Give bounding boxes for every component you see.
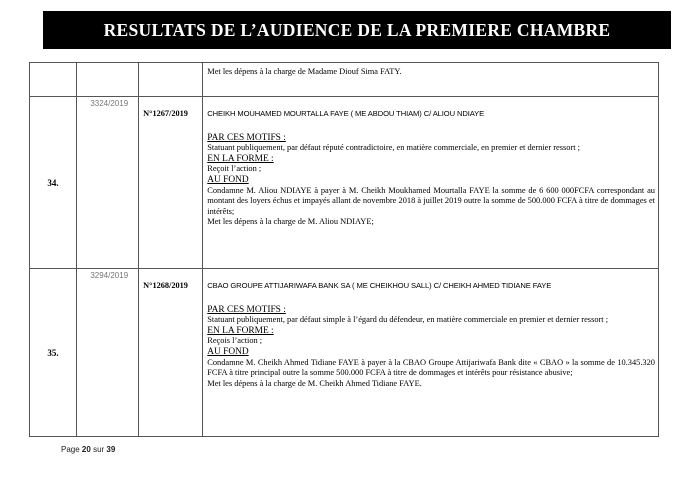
case-number: 34. — [30, 97, 77, 269]
forme-heading: EN LA FORME : — [207, 153, 274, 164]
page-total: 39 — [106, 445, 116, 454]
fond-heading: AU FOND — [207, 174, 249, 185]
case-parties: CBAO GROUPE ATTIJARIWAFA BANK SA ( ME CHEIKHOU SALL) C/ CHEIKH AHMED TIDIANE FAYE — [207, 281, 552, 290]
fond-heading: AU FOND — [207, 346, 249, 357]
results-table — [29, 62, 659, 437]
forme-text: Reçois l’action ; — [207, 336, 263, 346]
decision-number: N°1268/2019 — [139, 269, 203, 437]
depens-text: Met les dépens à la charge de Madame Diouf Sima FATY. — [207, 67, 402, 76]
page-footer — [61, 445, 115, 454]
motifs-heading: PAR CES MOTIFS : — [207, 304, 286, 315]
decision-text-cell — [203, 63, 659, 97]
case-reference: 3324/2019 — [77, 97, 139, 269]
decision-number-cell — [139, 63, 203, 97]
page-number: 20 — [81, 445, 91, 454]
decision-text-cell — [203, 269, 659, 437]
table-row — [30, 97, 659, 269]
forme-heading: EN LA FORME : — [207, 325, 274, 336]
motifs-heading: PAR CES MOTIFS : — [207, 132, 286, 143]
page-sur: sur — [93, 445, 105, 454]
case-parties: CHEIKH MOUHAMED MOURTALLA FAYE ( ME ABDOU THIAM) C/ ALIOU NDIAYE — [207, 109, 485, 118]
fond-text: Condamne M. Aliou NDIAYE à payer à M. Cheikh Moukhamed Mourtalla FAYE la somme de 6 600 000FCFA correspondant au montant des loyers échus et impayés allant de novembre 2018 à juillet 2019 outre la somme de 500.000 FCFA à titre de dommages et intérêts; — [207, 185, 655, 216]
depens-text: Met les dépens à la charge de M. Cheikh Ahmed Tidiane FAYE. — [207, 378, 422, 388]
decision-text-cell — [203, 97, 659, 269]
decision-number: N°1267/2019 — [139, 97, 203, 269]
reference-cell — [77, 63, 139, 97]
case-number: 35. — [30, 269, 77, 437]
table-row — [30, 63, 659, 97]
statuant-text: Statuant publiquement, par défaut simple à l’égard du défendeur, en matière commerciale en premier et dernier ressort ; — [207, 315, 609, 325]
case-reference: 3294/2019 — [77, 269, 139, 437]
table-row — [30, 269, 659, 437]
statuant-text: Statuant publiquement, par défaut réputé contradictoire, en matière commerciale, en premier et dernier ressort ; — [207, 143, 581, 153]
case-number-cell — [30, 63, 77, 97]
page-title: RESULTATS DE L’AUDIENCE DE LA PREMIERE CHAMBRE — [43, 11, 671, 49]
fond-text: Condamne M. Cheikh Ahmed Tidiane FAYE à payer à la CBAO Groupe Attijariwafa Bank dite « CBAO » la somme de 10.345.320 FCFA à titre principal outre la somme 500.000 FCFA à titre de dommages et intérêts pour résistance abusive; — [207, 357, 655, 378]
page-label: Page — [61, 445, 80, 454]
depens-text: Met les dépens à la charge de M. Aliou NDIAYE; — [207, 217, 374, 227]
forme-text: Reçoit l’action ; — [207, 164, 262, 174]
